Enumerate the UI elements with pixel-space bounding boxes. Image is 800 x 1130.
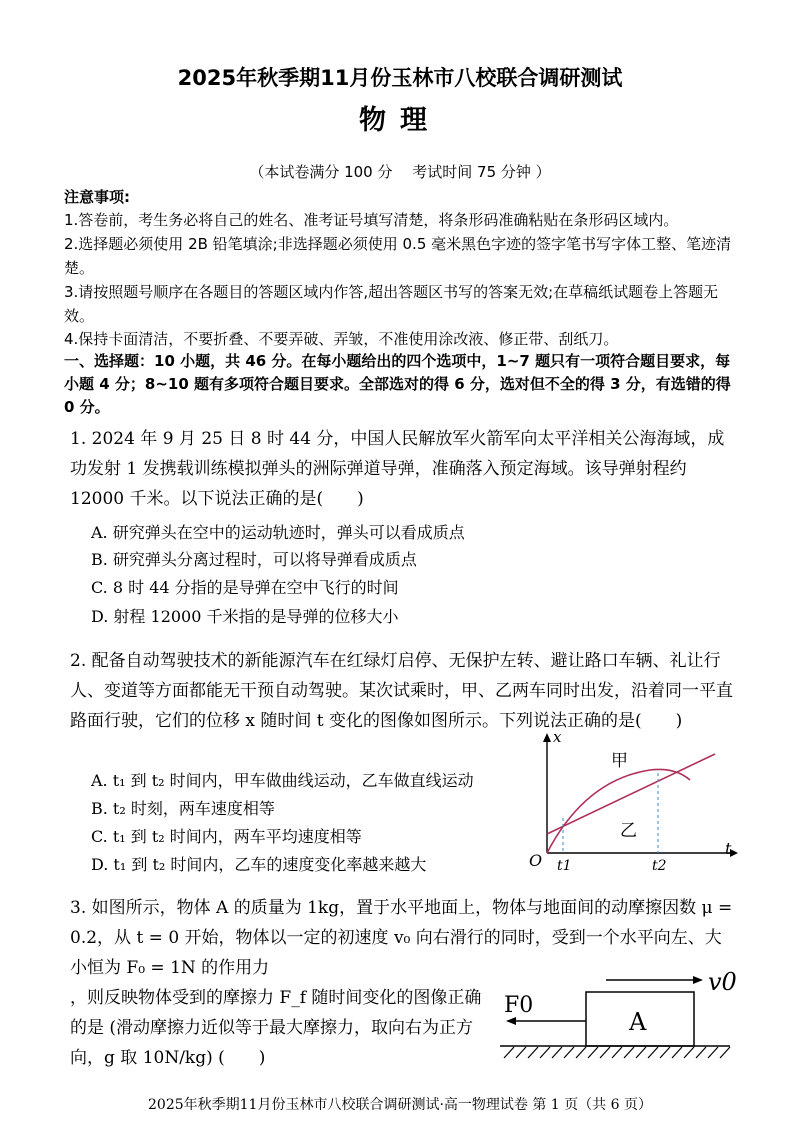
t2-label: t2 <box>652 858 667 874</box>
exam-meta: （本试卷满分 100 分 考试时间 75 分钟 ） <box>249 163 551 181</box>
force-arrowhead <box>506 1017 516 1025</box>
force-label: F0 <box>504 993 534 1018</box>
subject-title: 物理 <box>359 105 441 136</box>
t1-label: t1 <box>557 858 572 874</box>
ground-hatching <box>504 1047 730 1058</box>
t-axis-label: t <box>725 839 732 858</box>
displacement-time-graph <box>525 730 740 880</box>
page-footer: 2025年秋季期11月份玉林市八校联合调研测试·高一物理试卷 第 1 页（共 6 页） <box>148 1097 652 1113</box>
section-heading: 一、选择题：10 小题，共 46 分。在每小题给出的四个选项中，1~7 题只有一项符合题目要求，每小题 4 分；8~10 题有多项符合题目要求。全部选对的得 6 分，选对但不全的得 3 分，有选错的得 0 分。 <box>64 352 731 416</box>
block-force-figure <box>498 962 746 1072</box>
q2-option-a: A. t₁ 到 t₂ 时间内，甲车做曲线运动，乙车做直线运动 <box>91 771 474 790</box>
x-axis-label: x <box>553 730 562 746</box>
q1-option-a: A. 研究弹头在空中的运动轨迹时，弹头可以看成质点 <box>91 523 465 542</box>
note-item: 3.请按照题号顺序在各题目的答题区域内作答,超出答题区书写的答案无效;在草稿纸试题卷上答题无效。 <box>64 283 719 325</box>
origin-label: O <box>529 851 543 870</box>
q2-option-b: B. t₂ 时刻，两车速度相等 <box>91 799 275 818</box>
note-item: 1.答卷前，考生务必将自己的姓名、准考证号填写清楚，将条形码准确粘贴在条形码区域内。 <box>64 211 679 229</box>
q1-option-c: C. 8 时 44 分指的是导弹在空中飞行的时间 <box>91 578 399 597</box>
q2-option-c: C. t₁ 到 t₂ 时间内，两车平均速度相等 <box>91 827 362 846</box>
q2-option-d: D. t₁ 到 t₂ 时间内，乙车的速度变化率越来越大 <box>91 855 427 874</box>
block-label: A <box>629 1008 647 1036</box>
x-axis-arrow <box>543 733 551 742</box>
curve-jia-label: 甲 <box>611 751 628 771</box>
exam-title: 2025年秋季期11月份玉林市八校联合调研测试 <box>177 66 623 90</box>
curve-jia <box>547 769 690 853</box>
question-3-stem: 3. 如图所示，物体 A 的质量为 1kg，置于水平地面上，物体与地面间的动摩擦因数 μ = 0.2，从 t = 0 开始，物体以一定的初速度 v₀ 向右滑行的同时，受到一个水平向左、大小恒为 F₀ = 1N 的作用力 ，则反映物体受到的摩擦力 F_f 随时间变化的图像正确的是 (滑动摩擦力近似等于最大摩擦力，取向右为正方向，g 取 10N/kg) ( ) <box>70 898 733 1068</box>
question-2-stem: 2. 配备自动驾驶技术的新能源汽车在红绿灯启停、无保护左转、避让路口车辆、礼让行人、变道等方面都能无干预自动驾驶。某次试乘时，甲、乙两车同时出发，沿着同一平直路面行驶，它们的位移 x 随时间 t 变化的图像如图所示。下列说法正确的是( ) <box>70 651 733 731</box>
line-yi-label: 乙 <box>620 821 637 841</box>
notes-heading: 注意事项: <box>64 188 130 206</box>
velocity-label: v0 <box>708 968 737 996</box>
velocity-arrowhead <box>693 976 703 984</box>
q1-option-d: D. 射程 12000 千米指的是导弹的位移大小 <box>91 607 399 626</box>
note-item: 2.选择题必须使用 2B 铅笔填涂;非选择题必须使用 0.5 毫米黑色字迹的签字笔书写字体工整、笔迹清楚。 <box>64 235 732 277</box>
question-1-stem: 1. 2024 年 9 月 25 日 8 时 44 分，中国人民解放军火箭军向太平洋相关公海海域，成功发射 1 发携载训练模拟弹头的洲际弹道导弹，准确落入预定海域。该导弹射程约 12000 千米。以下说法正确的是( ) <box>70 429 725 509</box>
note-item: 4.保持卡面清洁，不要折叠、不要弄破、弄皱，不准使用涂改液、修正带、刮纸刀。 <box>64 330 619 348</box>
q1-option-b: B. 研究弹头分离过程时，可以将导弹看成质点 <box>91 550 417 569</box>
